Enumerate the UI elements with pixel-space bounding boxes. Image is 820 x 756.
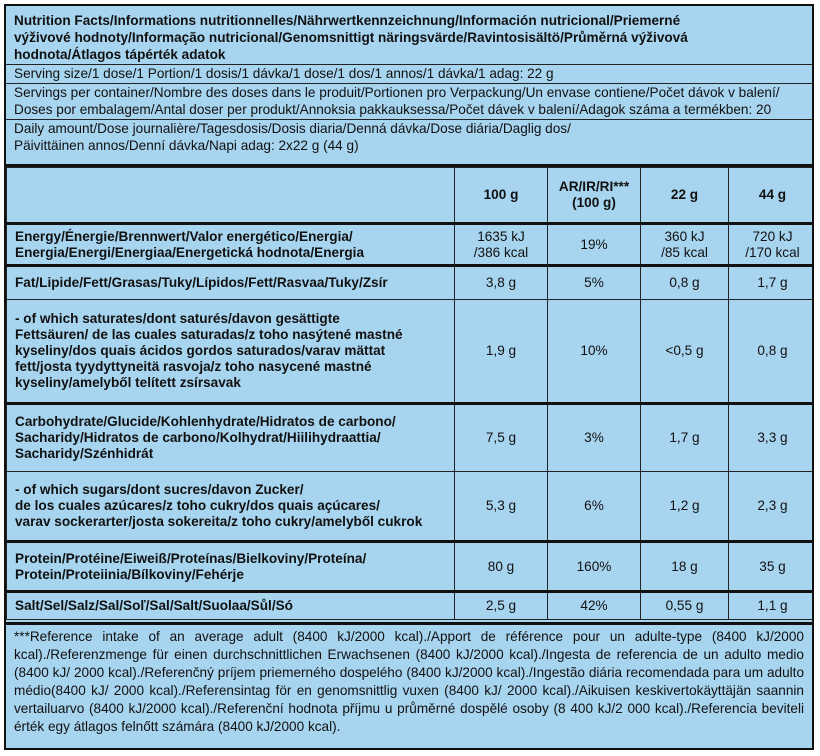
value-44g: 0,8 g <box>729 300 815 404</box>
value-ri: 19% <box>548 224 641 266</box>
value-line: /386 kcal <box>473 244 529 260</box>
value-line: /170 kcal <box>745 244 800 260</box>
name-line: Sacharidy/Hidratos de carbono/Kolhydrat/Hiilihydraattia/ <box>15 430 381 445</box>
table-row <box>7 224 815 266</box>
daily-amount-line: Päivittäinen annos/Denní dávka/Napi adag: 2x22 g (44 g) <box>14 138 359 153</box>
col-ri-basis: (100 g) <box>572 195 616 210</box>
value-22g: 1,2 g <box>641 472 729 542</box>
reference-intake-footnote: ***Reference intake of an average adult (8400 kJ/2000 kcal)./Apport de référence pour un adulte-type (8400 kJ/2000 kcal)./Referenzmenge für einen durchschnittlichen Erwachsenen (8400 kJ/2000 kcal)./Ingesta de referencia de un adulto medio (8400 kJ/ 2000 kcal)./Referenčný príjem priemerného dospelého (8400 kJ/2000 kcal)./Ingestão diária recomendada para um adulto médio(8400 kJ/ 2000 kcal)./Referensintag för en genomsnittlig vuxen (8400 kJ/ 2000 kcal)./Aikuisen keskivertokäyttäjän saannin vertailuarvo (8400 kJ/2000 kcal)./Referenční hodnota příjmu u průměrné dospělé osoby (8 400 kJ/2 000 kcal)./Referencia beviteli érték egy átlagos felnőtt számára (8400 kJ/2000 kcal). <box>14 629 804 734</box>
value-44g: 3,3 g <box>729 404 815 472</box>
value-100g: 2,5 g <box>455 592 548 620</box>
name-line: Salt/Sel/Salz/Sal/Soľ/Sal/Salt/Suolaa/Sůl/Só <box>15 598 293 613</box>
table-row <box>7 266 815 300</box>
serving-size: Serving size/1 dose/1 Portion/1 dosis/1 dávka/1 dose/1 dos/1 annos/1 dávka/1 adag: 22 g <box>14 66 554 81</box>
value-line: /85 kcal <box>661 244 708 260</box>
value-44g: 2,3 g <box>729 472 815 542</box>
name-line: Energia/Energi/Energiaa/Energetická hodnota/Energia <box>15 244 365 260</box>
col-22g: 22 g <box>641 168 729 224</box>
name-line: Carbohydrate/Glucide/Kohlenhydrate/Hidratos de carbono/ <box>15 414 396 429</box>
col-100g: 100 g <box>455 168 548 224</box>
nutrient-name <box>7 266 455 300</box>
value-line: 360 kJ <box>664 228 705 244</box>
col-reference-intake <box>548 168 641 224</box>
nutrient-name <box>7 472 455 542</box>
servings-per-container-line: Servings per container/Nombre des doses dans le produit/Portionen pro Verpackung/Un envase contiene/Počet dávok v balení/ <box>14 85 780 100</box>
value-ri: 5% <box>548 266 641 300</box>
label-header <box>6 6 812 156</box>
nutrient-name <box>7 224 455 266</box>
value-100g: 5,3 g <box>455 472 548 542</box>
value-44g: 1,7 g <box>729 266 815 300</box>
value-100g: 7,5 g <box>455 404 548 472</box>
table-row <box>7 300 815 404</box>
name-line: - of which sugars/dont sucres/davon Zucker/ <box>15 482 304 497</box>
value-44g: 35 g <box>729 542 815 592</box>
value-line: 720 kJ <box>752 228 793 244</box>
value-line: 1635 kJ <box>477 228 525 244</box>
label-title <box>14 12 804 63</box>
nutrient-name <box>7 542 455 592</box>
value-22g: 0,8 g <box>641 266 729 300</box>
value-44g: 1,1 g <box>729 592 815 620</box>
nutrition-facts-panel <box>4 4 814 750</box>
name-line: kyseliny/amelyből telített zsírsavak <box>15 375 241 390</box>
col-44g: 44 g <box>729 168 815 224</box>
servings-per-container-line: Doses por embalagem/Antal doser per produkt/Annoksia pakkauksessa/Počet dávek v balení/Adagok száma a termékben: 20 <box>14 102 772 117</box>
nutrient-name <box>7 592 455 620</box>
empty-header-cell <box>7 168 455 224</box>
name-line: Sacharidy/Szénhidrát <box>15 446 154 461</box>
nutrient-name <box>7 404 455 472</box>
value-100g <box>455 224 548 266</box>
name-line: kyseliny/dos quais ácidos gordos saturados/varav mättat <box>15 343 386 358</box>
col-ri-label: AR/IR/RI*** <box>558 179 630 194</box>
value-ri: 42% <box>548 592 641 620</box>
name-line: Protein/Protéine/Eiweiß/Proteínas/Bielkoviny/Proteína/ <box>15 550 367 566</box>
table-row <box>7 592 815 620</box>
value-22g: 1,7 g <box>641 404 729 472</box>
value-22g: <0,5 g <box>641 300 729 404</box>
name-line: Fat/Lipide/Fett/Grasas/Tuky/Lípidos/Fett/Rasvaa/Tuky/Zsír <box>15 275 388 290</box>
nutrition-table <box>6 167 814 620</box>
value-100g: 1,9 g <box>455 300 548 404</box>
daily-amount-line: Daily amount/Dose journalière/Tagesdosis/Dosis diaria/Denná dávka/Dose diária/Daglig dos/ <box>14 121 571 136</box>
title-line: Nutrition Facts/Informations nutritionnelles/Nährwertkennzeichnung/Información nutricional/Priemerné <box>14 13 681 28</box>
nutrient-name <box>7 300 455 404</box>
value-22g <box>641 224 729 266</box>
table-row <box>7 404 815 472</box>
value-22g: 0,55 g <box>641 592 729 620</box>
name-line: varav sockerarter/josta sokereita/z toho cukry/amelyből cukrok <box>15 514 423 529</box>
name-line: Fettsäuren/ de las cuales saturadas/z toho nasýtené mastné <box>15 327 403 342</box>
value-44g <box>729 224 815 266</box>
name-line: fett/josta tyydyttyneitä rasvoja/z toho nasycené mastné <box>15 359 372 374</box>
title-line: výživové hodnoty/Informação nutricional/Genomsnittigt näringsvärde/Ravintosisältö/Průměrná výživová <box>14 30 688 45</box>
title-line: hodnota/Átlagos tápérték adatok <box>14 47 226 62</box>
name-line: - of which saturates/dont saturés/davon gesättigte <box>15 311 340 326</box>
name-line: Energy/Énergie/Brennwert/Valor energético/Energia/ <box>15 228 353 244</box>
name-line: Protein/Proteiinia/Bílkoviny/Fehérje <box>15 566 244 582</box>
table-row <box>7 542 815 592</box>
table-header-row <box>7 168 815 224</box>
value-ri: 160% <box>548 542 641 592</box>
value-100g: 80 g <box>455 542 548 592</box>
table-row <box>7 472 815 542</box>
value-ri: 3% <box>548 404 641 472</box>
value-22g: 18 g <box>641 542 729 592</box>
value-ri: 10% <box>548 300 641 404</box>
name-line: de los cuales azúcares/z toho cukry/dos quais açúcares/ <box>15 498 380 513</box>
value-100g: 3,8 g <box>455 266 548 300</box>
value-ri: 6% <box>548 472 641 542</box>
